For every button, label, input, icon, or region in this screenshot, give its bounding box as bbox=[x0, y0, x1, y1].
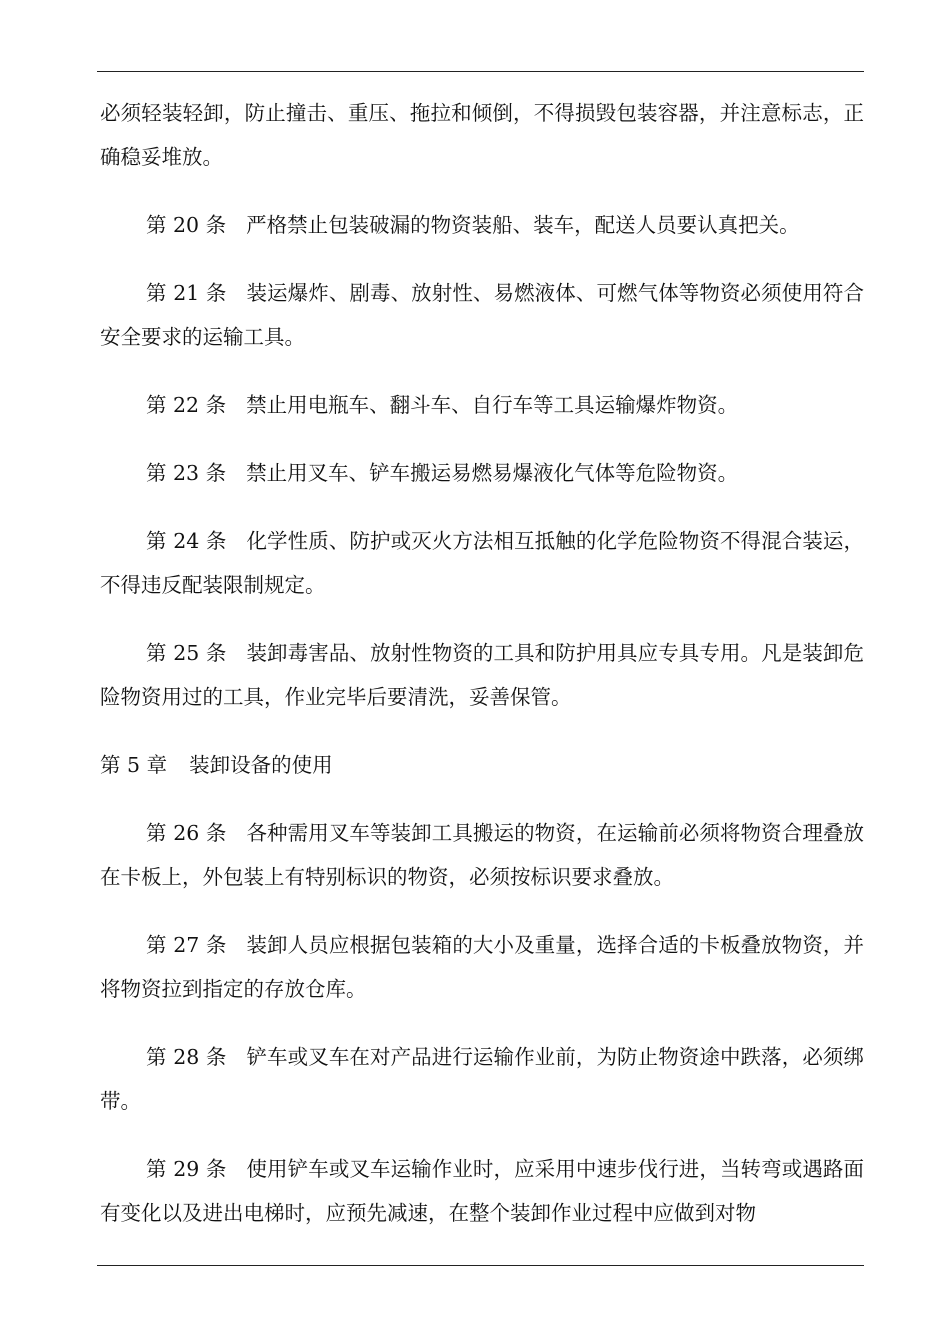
article-text: 各种需用叉车等装卸工具搬运的物资，在运输前必须将物资合理叠放在卡板上，外包装上有特别标识的物资，必须按标识要求叠放。 bbox=[100, 821, 864, 889]
chapter-heading bbox=[100, 743, 864, 787]
article-number: 第 21 条 bbox=[146, 281, 227, 305]
article-number: 第 20 条 bbox=[146, 213, 227, 237]
article-28 bbox=[100, 1035, 864, 1123]
article-text: 装运爆炸、剧毒、放射性、易燃液体、可燃气体等物资必须使用符合安全要求的运输工具。 bbox=[100, 281, 864, 349]
paragraph-text: 必须轻装轻卸，防止撞击、重压、拖拉和倾倒，不得损毁包装容器，并注意标志，正确稳妥堆放。 bbox=[100, 101, 864, 169]
article-number: 第 24 条 bbox=[146, 529, 227, 553]
article-number: 第 22 条 bbox=[146, 393, 227, 417]
footer-rule bbox=[97, 1265, 864, 1266]
article-text: 装卸人员应根据包装箱的大小及重量，选择合适的卡板叠放物资，并将物资拉到指定的存放仓库。 bbox=[100, 933, 864, 1001]
paragraph-continuation bbox=[100, 91, 864, 179]
article-29 bbox=[100, 1147, 864, 1235]
header-rule bbox=[97, 71, 864, 72]
article-21 bbox=[100, 271, 864, 359]
article-number: 第 23 条 bbox=[146, 461, 227, 485]
document-body bbox=[100, 91, 864, 1259]
chapter-title: 装卸设备的使用 bbox=[189, 753, 333, 777]
article-23 bbox=[100, 451, 864, 495]
article-text: 严格禁止包装破漏的物资装船、装车，配送人员要认真把关。 bbox=[246, 213, 800, 237]
article-text: 禁止用叉车、铲车搬运易燃易爆液化气体等危险物资。 bbox=[246, 461, 739, 485]
article-text: 化学性质、防护或灭火方法相互抵触的化学危险物资不得混合装运，不得违反配装限制规定。 bbox=[100, 529, 864, 597]
article-26 bbox=[100, 811, 864, 899]
article-22 bbox=[100, 383, 864, 427]
article-27 bbox=[100, 923, 864, 1011]
chapter-number: 第 5 章 bbox=[100, 753, 168, 777]
article-text: 铲车或叉车在对产品进行运输作业前，为防止物资途中跌落，必须绑带。 bbox=[100, 1045, 864, 1113]
article-number: 第 25 条 bbox=[146, 641, 227, 665]
article-24 bbox=[100, 519, 864, 607]
article-number: 第 26 条 bbox=[146, 821, 227, 845]
article-number: 第 28 条 bbox=[146, 1045, 227, 1069]
article-text: 禁止用电瓶车、翻斗车、自行车等工具运输爆炸物资。 bbox=[246, 393, 739, 417]
article-20 bbox=[100, 203, 864, 247]
article-number: 第 27 条 bbox=[146, 933, 227, 957]
article-25 bbox=[100, 631, 864, 719]
article-text: 使用铲车或叉车运输作业时，应采用中速步伐行进，当转弯或遇路面有变化以及进出电梯时，应预先减速，在整个装卸作业过程中应做到对物 bbox=[100, 1157, 864, 1225]
article-text: 装卸毒害品、放射性物资的工具和防护用具应专具专用。凡是装卸危险物资用过的工具，作业完毕后要清洗，妥善保管。 bbox=[100, 641, 864, 709]
article-number: 第 29 条 bbox=[146, 1157, 227, 1181]
